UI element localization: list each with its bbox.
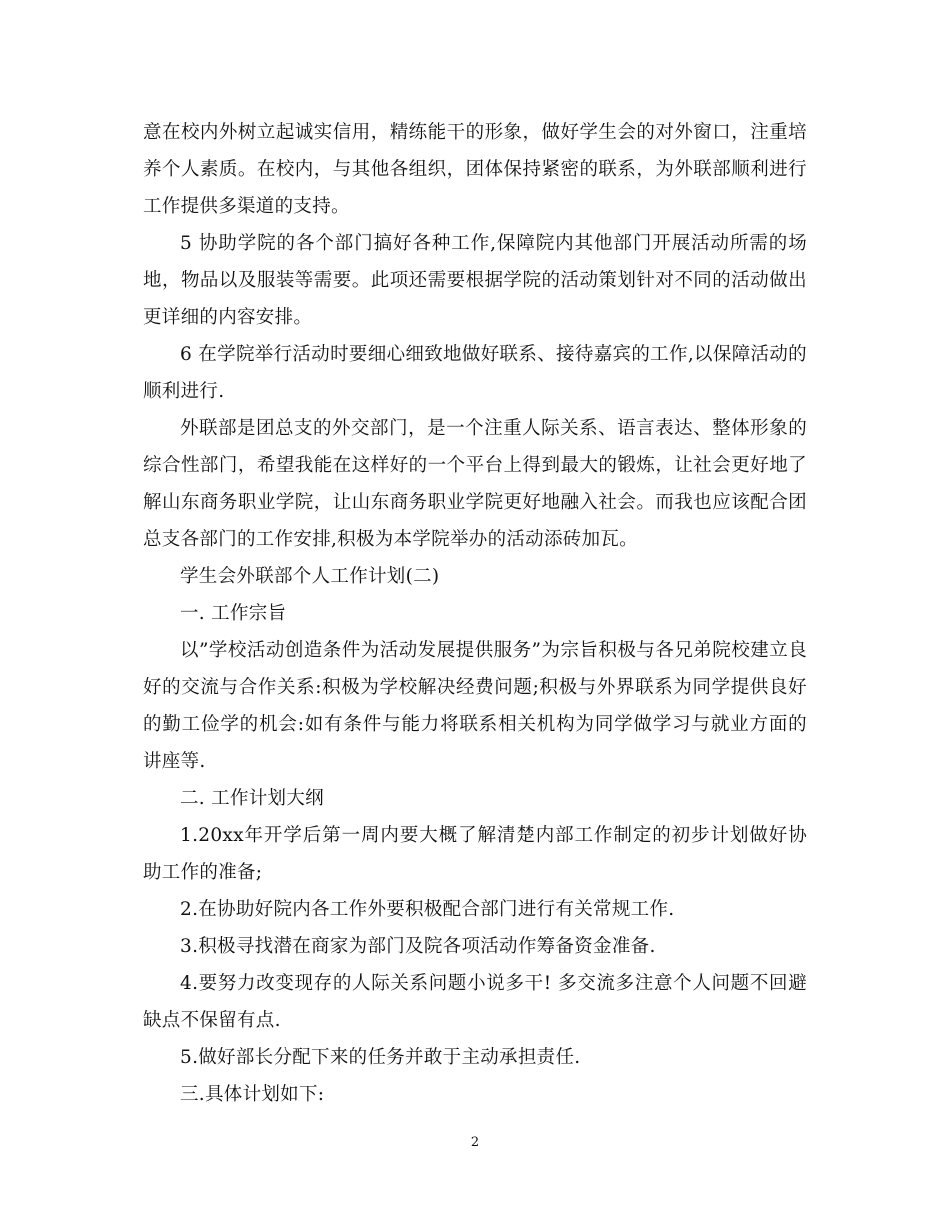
paragraph-work-purpose: 以”学校活动创造条件为活动发展提供服务”为宗旨积极与各兄弟院校建立良好的交流与合作关系:积极为学校解决经费问题;积极与外界联系为同学提供良好的勤工俭学的机会:如有条件与能力将联系相关机构为同学做学习与就业方面的讲座等. — [143, 640, 807, 772]
list-item-5: 5.做好部长分配下来的任务并敢于主动承担责任. — [180, 1047, 581, 1068]
list-item-3: 3.积极寻找潜在商家为部门及院各项活动作筹备资金准备. — [180, 936, 656, 957]
heading-plan-outline: 二. 工作计划大纲 — [180, 788, 324, 809]
heading-specific-plan: 三.具体计划如下: — [180, 1084, 325, 1105]
paragraph-item-5: 5 协助学院的各个部门搞好各种工作,保障院内其他部门开展活动所需的场地，物品以及服装等需要。此项还需要根据学院的活动策划针对不同的活动做出更详细的内容安排。 — [143, 233, 807, 328]
heading-work-purpose: 一. 工作宗旨 — [180, 603, 287, 624]
paragraph-summary: 外联部是团总支的外交部门，是一个注重人际关系、语言表达、整体形象的综合性部门，希望我能在这样好的一个平台上得到最大的锻炼，让社会更好地了解山东商务职业学院，让山东商务职业学院更好地融入社会。而我也应该配合团总支各部门的工作安排,积极为本学院举办的活动添砖加瓦。 — [143, 418, 807, 550]
paragraph-item-6: 6 在学院举行活动时要细心细致地做好联系、接待嘉宾的工作,以保障活动的顺利进行. — [143, 344, 807, 402]
list-item-4: 4.要努力改变现存的人际关系问题小说多干! 多交流多注意个人问题不回避缺点不保留有点. — [143, 973, 807, 1031]
paragraph-continuation: 意在校内外树立起诚实信用，精练能干的形象，做好学生会的对外窗口，注重培养个人素质。在校内，与其他各组织，团体保持紧密的联系，为外联部顺利进行工作提供多渠道的支持。 — [143, 122, 807, 217]
section-title: 学生会外联部个人工作计划(二) — [180, 566, 440, 587]
list-item-1: 1.20xx年开学后第一周内要大概了解清楚内部工作制定的初步计划做好协助工作的准备; — [143, 825, 807, 883]
page-number: 2 — [470, 1135, 480, 1150]
list-item-2: 2.在协助好院内各工作外要积极配合部门进行有关常规工作. — [180, 899, 675, 920]
document-body — [143, 114, 807, 1113]
